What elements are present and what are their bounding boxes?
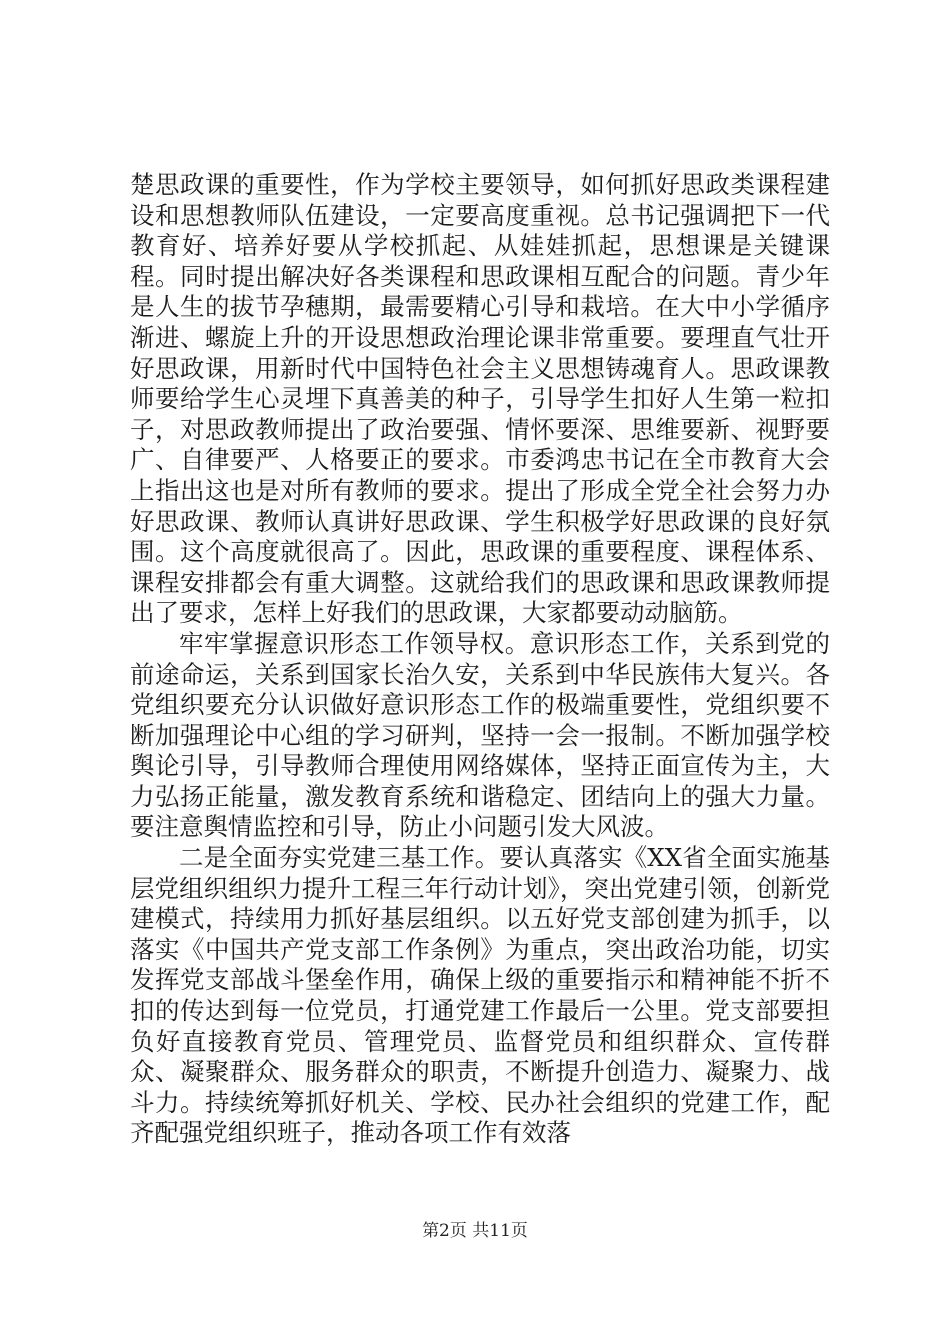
paragraph-ideology: 牢牢掌握意识形态工作领导权。意识形态工作，关系到党的前途命运，关系到国家长治久安，关系到中华民族伟大复兴。各党组织要充分认识做好意识形态工作的极端重要性，党组织要不断加强理论中心组的学习研判，坚持一会一报制。不断加强学校舆论引导，引导教师合理使用网络媒体，坚持正面宣传为主，大力弘扬正能量，激发教育系统和谐稳定、团结向上的强大力量。要注意舆情监控和引导，防止小问题引发大风波。 xyxy=(130,628,830,842)
paragraph-continued: 楚思政课的重要性，作为学校主要领导，如何抓好思政类课程建设和思想教师队伍建设，一定要高度重视。总书记强调把下一代教育好、培养好要从学校抓起、从娃娃抓起，思想课是关键课程。同时提出解决好各类课程和思政课相互配合的问题。青少年是人生的拔节孕穗期，最需要精心引导和栽培。在大中小学循序渐进、螺旋上升的开设思想政治理论课非常重要。要理直气壮开好思政课，用新时代中国特色社会主义思想铸魂育人。思政课教师要给学生心灵埋下真善美的种子，引导学生扣好人生第一粒扣子，对思政教师提出了政治要强、情怀要深、思维要新、视野要广、自律要严、人格要正的要求。市委鸿忠书记在全市教育大会上指出这也是对所有教师的要求。提出了形成全党全社会努力办好思政课、教师认真讲好思政课、学生积极学好思政课的良好氛围。这个高度就很高了。因此，思政课的重要程度、课程体系、课程安排都会有重大调整。这就给我们的思政课和思政课教师提出了要求，怎样上好我们的思政课，大家都要动动脑筋。 xyxy=(130,170,830,628)
document-body xyxy=(130,170,830,1149)
paragraph-party-building: 二是全面夯实党建三基工作。要认真落实《XX省全面实施基层党组织组织力提升工程三年行动计划》，突出党建引领，创新党建模式，持续用力抓好基层组织。以五好党支部创建为抓手，以落实《中国共产党支部工作条例》为重点，突出政治功能，切实发挥党支部战斗堡垒作用，确保上级的重要指示和精神能不折不扣的传达到每一位党员，打通党建工作最后一公里。党支部要担负好直接教育党员、管理党员、监督党员和组织群众、宣传群众、凝聚群众、服务群众的职责，不断提升创造力、凝聚力、战斗力。持续统筹抓好机关、学校、民办社会组织的党建工作，配齐配强党组织班子，推动各项工作有效落 xyxy=(130,843,830,1148)
page-number-footer: 第2页 共11页 xyxy=(422,1221,528,1241)
